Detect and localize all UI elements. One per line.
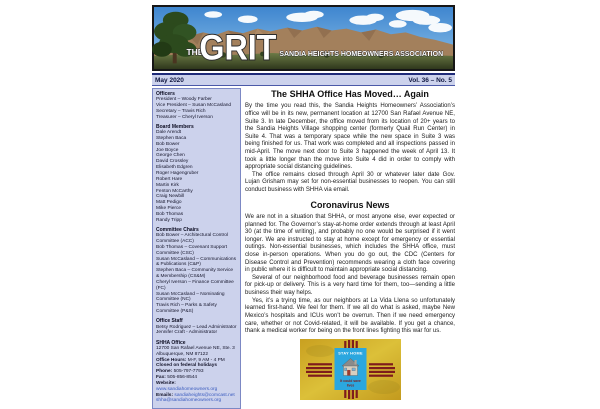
board-member-item: Joe Boyce <box>156 147 179 153</box>
officer-item: Treasurer – Cheryl Iverson <box>156 114 213 120</box>
fax-value: 505-856-8544 <box>167 375 198 381</box>
masthead-subtitle: SANDIA HEIGHTS HOMEOWNERS ASSOCIATION <box>279 49 444 58</box>
save-lives-text-line2: lives <box>346 383 354 388</box>
board-member-item: Dale Arendt <box>156 130 182 136</box>
emails-label: Emails: <box>156 392 174 398</box>
stay-home-flag-image <box>300 339 401 400</box>
office-closed-note: Closed on federal holidays <box>156 363 218 369</box>
board-member-item: Martin Kirk <box>156 182 179 188</box>
issue-volume: Vol. 36 – No. 5 <box>408 76 452 84</box>
masthead-title: GRIT <box>199 28 277 68</box>
moved-paragraph-1: By the time you read this, the Sandia Heights Homeowners’ Association’s office will be in its new, permanent location at 12700 San Rafael Avenue NE, Suite 3. In late December, the office moved from its location of 20+ years to the Sandia Heights Village shopping center (formerly Quail Run Center) in Suite 4. That was a temporary space while the new space in Suite 3 was being finished for us. That work was completed and all inspections passed in mid-April. The move next door to Suite 3 happened the week of April 13. It took a little longer than the move into Suite 4 did in order to comply with appropriate social distancing guidelines. <box>245 103 455 171</box>
coronavirus-paragraph-1: We are not in a situation that SHHA, or most anyone else, ever expected or planned for. The Governor’s stay-at-home order extends through at least April 30 (at the time of writing), and probably no one would be surprised if it went longer. We are instructed to stay at home except for emergency or essential outings. Non-essential businesses, which includes the SHHA office, must close in-person operations. When you do go out, the CDC (Centers for Disease Control and Prevention) recommends wearing a cloth face covering in public where it is difficult to maintain appropriate social distancing. <box>245 213 455 274</box>
save-lives-text-line1: It could save <box>339 378 361 383</box>
board-member-item: Bob Bower <box>156 141 180 147</box>
board-member-item: Matt Pedigo <box>156 200 182 206</box>
stay-home-text: STAY HOME <box>337 351 363 356</box>
office-website <box>156 381 237 393</box>
fax-label: Fax: <box>156 375 166 381</box>
board-member-item: Craig Newbill <box>156 194 185 200</box>
issue-date: May 2020 <box>155 76 184 84</box>
office-staff-item: Jennifer Craft - Administrator <box>156 330 218 336</box>
office-address-line2: Albuquerque, NM 87122 <box>156 351 209 357</box>
board-member-item: David Crossley <box>156 159 189 165</box>
newsletter-sheet <box>152 5 455 409</box>
board-member-item: Roger Hagengruber <box>156 170 199 176</box>
board-member-item: Randy Tripp <box>156 217 182 223</box>
office-email-2 <box>156 398 237 404</box>
officer-item: President – Woody Farber <box>156 97 212 103</box>
committee-chair-item: Bob Thomas – Covenant Support Committee (CSC) <box>156 244 228 256</box>
directory-sidebar <box>152 88 241 409</box>
office-staff-item: Betsy Rodriguez – Lead Administrator <box>156 324 237 330</box>
article-title-coronavirus: Coronavirus News <box>310 199 390 210</box>
committee-chair-item: Susan McCasland – Nominating Committee (NC) <box>156 291 225 303</box>
officer-item: Vice President – Susan McCasland <box>156 102 232 108</box>
office-hours-label: Office Hours: <box>156 357 187 363</box>
board-members-list <box>156 130 237 224</box>
coronavirus-paragraph-2: Several of our neighborhood food and beverage businesses remain open for pick-up or delivery. This is a very hard time for them, too—sending a little business their way helps. <box>245 274 455 297</box>
article-title-office-moved: The SHHA Office Has Moved… Again <box>271 89 429 99</box>
shha-office-header: SHHA Office <box>156 339 186 346</box>
articles-column <box>245 88 455 400</box>
email-link-2[interactable]: shha@sandiahomeowners.org <box>156 398 222 404</box>
website-label: Website: <box>156 380 176 386</box>
board-member-item: Mike Pierce <box>156 206 182 212</box>
officers-header: Officers <box>156 91 175 97</box>
committee-chairs-header: Committee Chairs <box>156 227 199 234</box>
committee-chair-item: Susan McCasland – Communications & Publications (C&P) <box>156 256 236 268</box>
board-members-header: Board Members <box>156 123 194 130</box>
office-address-line1: 12700 San Rafael Avenue NE, Ste. 3 <box>156 345 235 351</box>
committee-chair-item: Travis Rich – Parks & Safety Committee (P&S) <box>156 303 217 315</box>
board-member-item: Elisabeth Edgren <box>156 165 193 171</box>
article-office-moved <box>245 89 455 195</box>
board-member-item: Bob Thomas <box>156 211 184 217</box>
office-staff-header: Office Staff <box>156 318 183 325</box>
phone-value: 505-797-7793 <box>173 369 204 375</box>
content-columns <box>152 88 455 409</box>
masthead-photo <box>154 7 453 69</box>
masthead-banner <box>152 5 455 71</box>
board-member-item: Fenton McCarthy <box>156 188 193 194</box>
committee-chairs-list <box>156 233 237 315</box>
committee-chair-item: Cheryl Iverson – Finance Committee (FC) <box>156 279 234 291</box>
article-coronavirus <box>245 200 455 336</box>
coronavirus-paragraph-3: Yes, it’s a trying time, as our neighbors at La Vida Llena so unfortunately learned first-hand. We feel for them. If we all do what is asked, maybe New Mexico’s hospitals and ICUs won’t be overrun. Then if we need emergency care, whether or not Covid-related, it will be available. If you get a chance, thank a medical worker for being on the front lines fighting this war for us. <box>245 297 455 335</box>
moved-paragraph-2: The office remains closed through April 30 or whatever later date Gov. Lujan Grisham may set for non-essential businesses to reopen. You can still conduct business with SHHA via email. <box>245 171 455 194</box>
issue-bar <box>152 73 455 86</box>
office-staff-list <box>156 325 237 337</box>
masthead-the: THE <box>186 48 204 57</box>
email-link-1[interactable]: sandiaheights@comcast.net <box>174 392 235 398</box>
board-member-item: Robert Hare <box>156 176 183 182</box>
committee-chair-item: Stephen Baca – Community Service & Membership (CS&M) <box>156 268 234 280</box>
officer-item: Secretary – Travis Rich <box>156 108 206 114</box>
website-link[interactable]: www.sandiahomeowners.org <box>156 386 218 392</box>
office-hours-value: M-F, 9 AM - 4 PM <box>187 357 225 363</box>
committee-chair-item: Bob Bower – Architectural Control Committee (ACC) <box>156 233 228 244</box>
board-member-item: George Chen <box>156 153 185 159</box>
phone-label: Phone: <box>156 369 173 375</box>
board-member-item: Stephen Baca <box>156 135 187 141</box>
officers-list <box>156 97 237 120</box>
